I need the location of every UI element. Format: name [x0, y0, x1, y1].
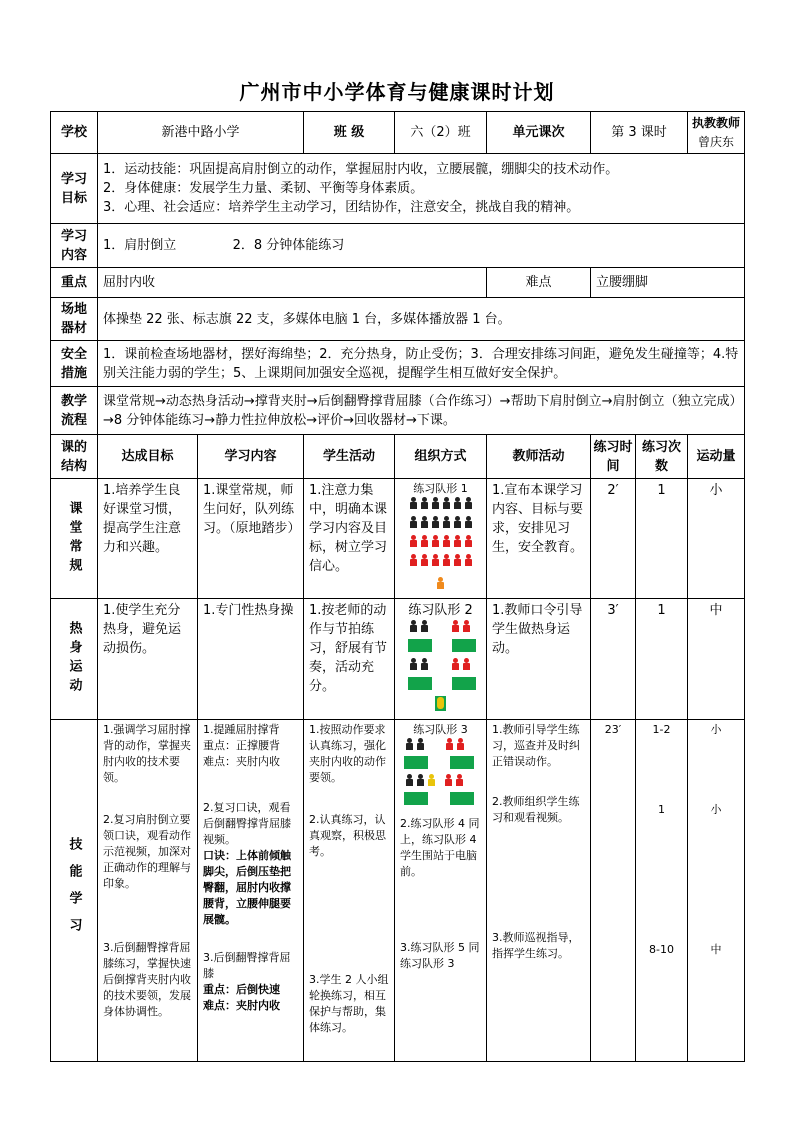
skill-student-3: 3.学生 2 人小组轮换练习，相互保护与帮助，集体练习。 — [309, 973, 389, 1034]
col-time: 练习时间 — [591, 435, 636, 479]
safety-label: 安全措施 — [51, 341, 98, 387]
skill-goal-3: 3.后倒翻臀撑背屈膝练习，掌握快速后倒撑背夹肘内收的技术要领，发展身体协调性。 — [103, 941, 191, 1018]
col-content: 学习内容 — [198, 435, 304, 479]
section-times — [636, 720, 688, 1062]
section-times: 1 — [636, 599, 688, 720]
section-time: 23′ — [591, 720, 636, 1062]
skill-content-1: 1.提踵屈肘撑背 — [203, 723, 280, 736]
skill-content-1-diff: 难点：夹肘内收 — [203, 755, 280, 768]
equipment-value: 体操垫 22 张、标志旗 22 支，多媒体电脑 1 台，多媒体播放器 1 台。 — [98, 298, 745, 341]
skill-times-2: 1 — [658, 803, 666, 816]
section-orgs — [395, 720, 487, 1062]
skill-load-1: 小 — [710, 723, 722, 736]
difficulty-value: 立腰绷脚 — [591, 268, 745, 298]
section-goal: 1.使学生充分热身，避免运动损伤。 — [98, 599, 198, 720]
flow-row — [51, 387, 745, 435]
section-name: 技能学习 — [51, 720, 98, 1062]
section-load: 中 — [688, 599, 745, 720]
section-teacher: 1.宣布本课学习内容、目标与要求，安排见习生，安全教育。 — [487, 479, 591, 599]
skill-content-1-key: 重点：正撑腰背 — [203, 739, 280, 752]
section-org — [395, 479, 487, 599]
skill-goal-2: 2.复习肩肘倒立要领口诀，观看动作示范视频，加深对正确动作的理解与印象。 — [103, 813, 191, 890]
content-item-2: 2．8 分钟体能练习 — [232, 238, 345, 253]
skill-teacher-1: 1.教师引导学生练习，巡查并及时纠正错误动作。 — [492, 723, 581, 768]
section-content: 1.课堂常规，师生问好，队列练习。（原地踏步） — [198, 479, 304, 599]
skill-org-2: 2.练习队形 4 同上，练习队形 4 学生围站于电脑前。 — [400, 817, 480, 878]
content-label: 学习内容 — [51, 224, 98, 268]
col-load: 运动量 — [688, 435, 745, 479]
key-label: 重点 — [51, 268, 98, 298]
skill-times-1: 1-2 — [652, 723, 671, 736]
objectives-list — [98, 154, 745, 224]
formation-2-diagram — [400, 620, 481, 717]
section-teacher: 1.教师口令引导学生做热身运动。 — [487, 599, 591, 720]
section-students — [304, 720, 395, 1062]
skill-content-3: 3.后倒翻臀撑背屈膝 — [203, 951, 291, 980]
col-student: 学生活动 — [304, 435, 395, 479]
col-teacher: 教师活动 — [487, 435, 591, 479]
grade-cell — [304, 112, 395, 154]
grade-label: 班 级 — [333, 125, 365, 140]
flow-label: 教学流程 — [51, 387, 98, 435]
lesson-plan-table — [50, 111, 745, 1062]
teacher-figure-icon — [427, 774, 436, 787]
unit-label: 单元课次 — [487, 112, 591, 154]
objectives-label: 学习目标 — [51, 154, 98, 224]
section-row-routine — [51, 479, 745, 599]
section-time: 3′ — [591, 599, 636, 720]
section-name: 热身运动 — [51, 599, 98, 720]
skill-load-2: 小 — [710, 803, 722, 816]
teacher-label: 执教教师 — [692, 115, 741, 130]
section-row-skills — [51, 720, 745, 1062]
section-name: 课堂常规 — [51, 479, 98, 599]
col-org: 组织方式 — [395, 435, 487, 479]
header-row — [51, 112, 745, 154]
section-student: 1.注意力集中，明确本课学习内容及目标，树立学习信心。 — [304, 479, 395, 599]
section-teachers — [487, 720, 591, 1062]
skill-goal-1: 1.强调学习屈肘撑背的动作，掌握夹肘内收的技术要领。 — [103, 723, 191, 784]
section-row-warmup — [51, 599, 745, 720]
skill-org-3: 3.练习队形 5 同练习队形 3 — [400, 941, 480, 970]
section-load: 小 — [688, 479, 745, 599]
school-name — [98, 112, 304, 154]
section-time: 2′ — [591, 479, 636, 599]
content-item-1: 1．肩肘倒立 — [103, 238, 177, 253]
section-times: 1 — [636, 479, 688, 599]
col-structure: 课的结构 — [51, 435, 98, 479]
section-goal: 1.培养学生良好课堂习惯，提高学生注意力和兴趣。 — [98, 479, 198, 599]
unit-value: 第 3 课时 — [591, 112, 688, 154]
section-goals — [98, 720, 198, 1062]
section-load — [688, 720, 745, 1062]
skill-content-2: 2.复习口诀，观看后倒翻臀撑背屈膝视频。 — [203, 801, 291, 846]
formation-label: 练习队形 1 — [413, 482, 468, 495]
safety-value: 1．课前检查场地器材，摆好海绵垫；2．充分热身，防止受伤；3．合理安排练习间距，避免发生碰撞等；4.特别关注能力弱的学生；5、上课期间加强安全巡视，提醒学生相互做好安全保护。 — [98, 341, 745, 387]
col-goal: 达成目标 — [98, 435, 198, 479]
content-items — [98, 224, 745, 268]
teacher-cell — [688, 112, 745, 154]
skill-content-3-key: 重点：后倒快速 — [203, 983, 280, 996]
page-title: 广州市中小学体育与健康课时计划 — [239, 80, 555, 104]
key-value: 屈肘内收 — [98, 268, 487, 298]
section-org — [395, 599, 487, 720]
columns-row — [51, 435, 745, 479]
key-row — [51, 268, 745, 298]
skill-teacher-2: 2.教师组织学生练习和观看视频。 — [492, 795, 580, 824]
teacher-figure-icon — [435, 696, 446, 711]
difficulty-label: 难点 — [487, 268, 591, 298]
skill-org-1: 练习队形 3 — [413, 723, 468, 736]
section-content: 1.专门性热身操 — [198, 599, 304, 720]
col-times: 练习次数 — [636, 435, 688, 479]
formation-1-diagram — [400, 497, 481, 596]
objectives-row — [51, 154, 745, 224]
grade-value: 六（2）班 — [395, 112, 487, 154]
equipment-row — [51, 298, 745, 341]
skill-load-3: 中 — [710, 943, 722, 956]
school-label: 学校 — [51, 112, 98, 154]
teacher-name: 曾庆东 — [698, 134, 735, 149]
objective-item: 2．身体健康：发展学生力量、柔韧、平衡等身体素质。 — [103, 181, 424, 196]
skill-student-1: 1.按照动作要求认真练习，强化夹肘内收的动作要领。 — [309, 723, 387, 784]
teacher-figure-icon — [436, 577, 445, 590]
skill-teacher-3: 3.教师巡视指导，指挥学生练习。 — [492, 931, 580, 960]
section-student: 1.按老师的动作与节拍练习，舒展有节奏，活动充分。 — [304, 599, 395, 720]
equipment-label: 场地器材 — [51, 298, 98, 341]
skill-times-3: 8-10 — [649, 943, 674, 956]
objective-item: 1．运动技能：巩固提高肩肘倒立的动作，掌握屈肘内收，立腰展髋，绷脚尖的技术动作。 — [103, 162, 619, 177]
safety-row — [51, 341, 745, 387]
flow-value: 课堂常规→动态热身活动→撑背夹肘→后倒翻臀撑背屈膝（合作练习）→帮助下肩肘倒立→肩肘倒立（独立完成）→8 分钟体能练习→静力性拉伸放松→评价→回收器材→下课。 — [98, 387, 745, 435]
content-row — [51, 224, 745, 268]
section-contents — [198, 720, 304, 1062]
objective-item: 3．心理、社会适应：培养学生主动学习，团结协作，注意安全，挑战自我的精神。 — [103, 200, 580, 215]
skill-rhyme: 口诀：上体前倾触脚尖，后倒压垫把臀翻，屈肘内收撑腰背，立腰伸腿要展髋。 — [203, 849, 291, 926]
school-value: 新港中路小学 — [161, 125, 240, 140]
formation-3-diagram — [400, 738, 481, 810]
skill-content-3-diff: 难点：夹肘内收 — [203, 999, 280, 1012]
skill-student-2: 2.认真练习，认真观察，积极思考。 — [309, 813, 387, 858]
formation-label: 练习队形 2 — [408, 603, 473, 618]
